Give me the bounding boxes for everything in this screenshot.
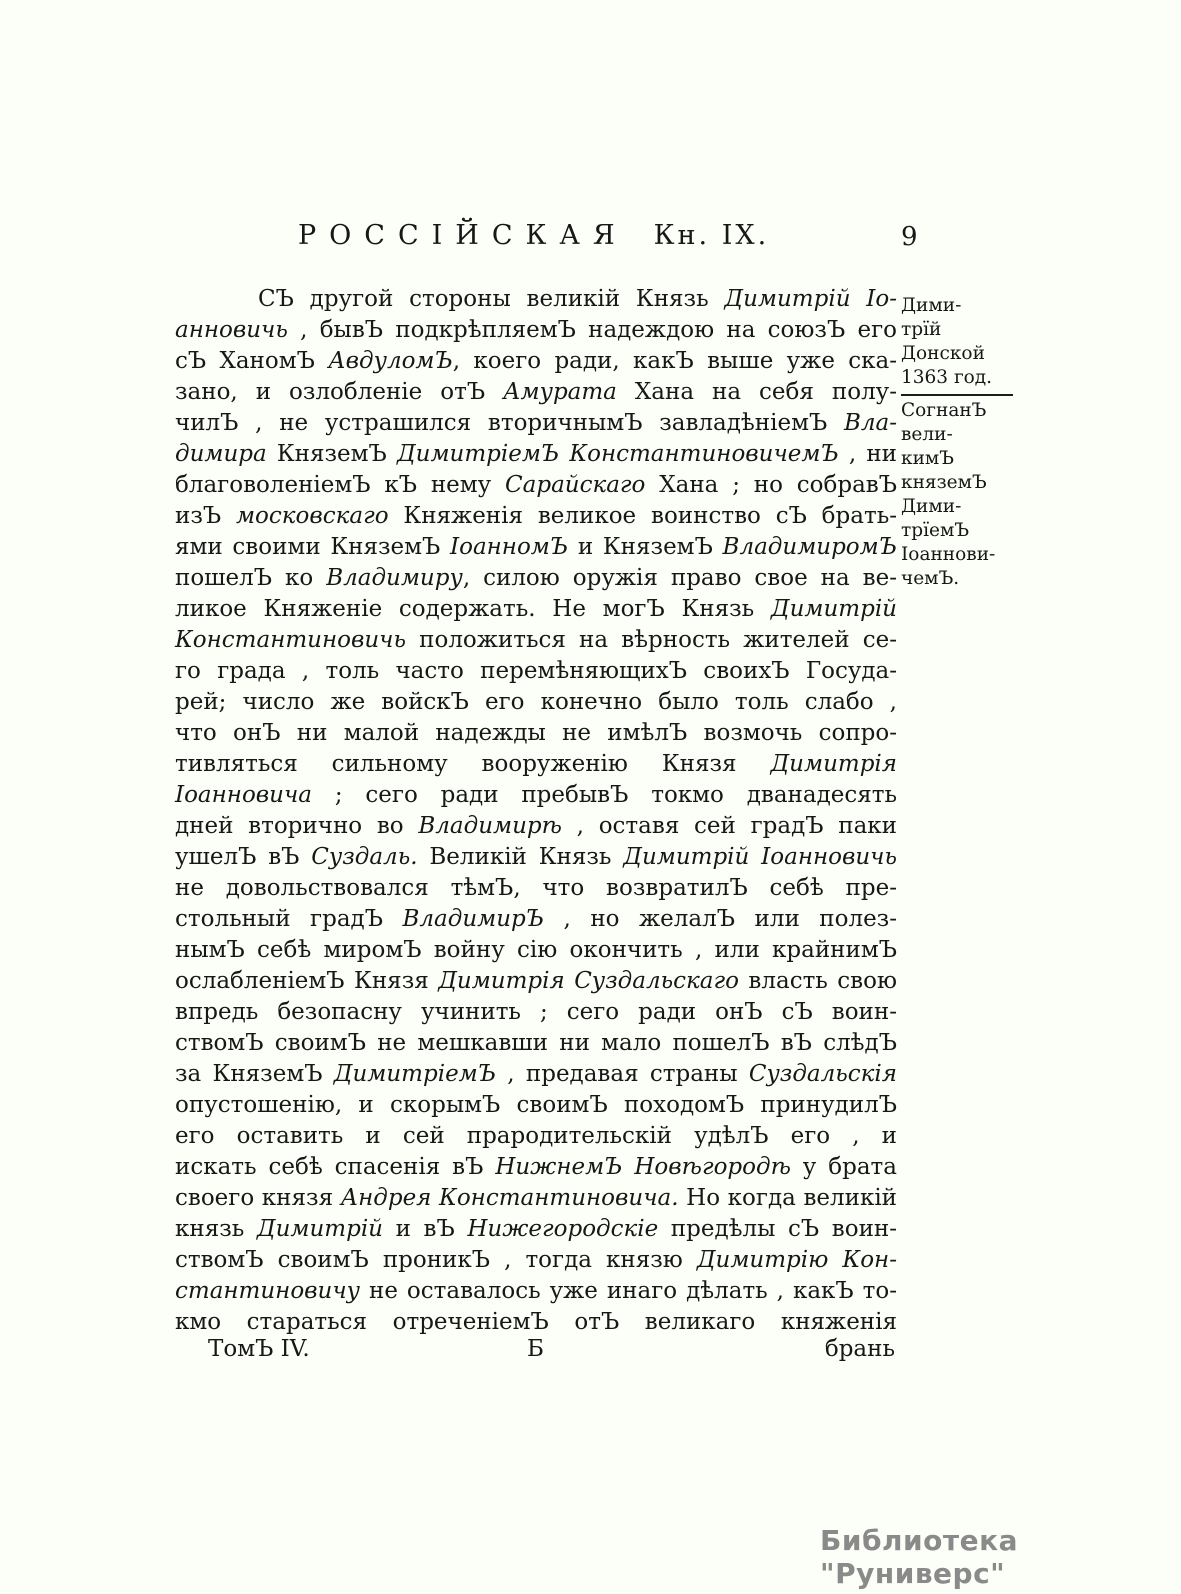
text-segment: СЪ другой стороны великій Князь (258, 286, 725, 312)
text-segment: КняземЪ (266, 441, 397, 467)
text-line (175, 1183, 897, 1214)
text-segment: сЪ ХаномЪ (175, 348, 329, 374)
proper-name-italic: Сарайскаго (505, 472, 646, 498)
text-segment: ликое Княженіе содержать. Не могЪ Князь (175, 596, 771, 622)
proper-name-italic: Димитрія (770, 751, 897, 777)
text-segment: Хана ; но собравЪ (645, 472, 897, 498)
text-line (175, 1214, 897, 1245)
text-segment: князь (175, 1216, 257, 1242)
proper-name-italic: анновичь (175, 317, 288, 343)
margin-note: Іоаннови- (901, 544, 996, 565)
text-line (175, 997, 897, 1028)
text-segment: и вЪ (383, 1216, 468, 1242)
text-segment: , предавая страны (496, 1061, 749, 1087)
margin-note: трїемЪ (901, 520, 970, 541)
margin-note: чемЪ. (901, 568, 960, 589)
margin-note: вели- (901, 424, 953, 445)
margin-note: 1363 год. (901, 367, 993, 388)
margin-note: княземЪ (901, 472, 987, 493)
text-segment: не довольствовался тѣмЪ, что возвратилЪ себѣ пре- (175, 875, 897, 901)
text-segment: Но когда великій (678, 1185, 897, 1211)
proper-name-italic: НижнемЪ Новѣгородѣ (495, 1154, 791, 1180)
text-line (175, 563, 897, 594)
text-segment: его оставить и сей прародительскій удѣлЪ его , и (175, 1123, 897, 1149)
text-segment: рей; число же войскЪ его конечно было толь слабо , (175, 689, 897, 715)
text-segment: что онЪ ни малой надежды не имѣлЪ возмочь сопро- (175, 720, 897, 746)
text-segment: опустошенію, и скорымЪ своимЪ походомЪ принудилЪ (175, 1092, 897, 1118)
text-line (175, 656, 897, 687)
text-line (175, 811, 897, 842)
text-line (175, 1028, 897, 1059)
text-line (175, 935, 897, 966)
text-segment: нымЪ себѣ миромЪ войну сію окончить , или крайнимЪ (175, 937, 897, 963)
text-segment: пошелЪ ко (175, 565, 327, 591)
text-line (175, 532, 897, 563)
text-line (175, 1152, 897, 1183)
proper-name-italic: Суздаль. (311, 844, 418, 870)
text-segment: Княженія великое воинство сЪ брать- (388, 503, 897, 529)
text-line (175, 439, 897, 470)
margin-notes (901, 294, 1025, 591)
text-line (175, 749, 897, 780)
page-footer (175, 1336, 897, 1368)
text-segment: впредь безопасну учинить ; сего ради онЪ сЪ воин- (175, 999, 897, 1025)
text-segment: ями своими КняземЪ (175, 534, 451, 560)
text-segment: ствомЪ своимЪ не мешкавши ни мало пошелЪ вЪ слѣдЪ (175, 1030, 897, 1056)
text-line (175, 284, 897, 315)
text-line (175, 904, 897, 935)
text-segment: дней вторично во (175, 813, 419, 839)
proper-name-italic: Димитрія Суздальскаго (438, 968, 739, 994)
text-segment: за КняземЪ (175, 1061, 334, 1087)
text-segment: искать себѣ спасенія вЪ (175, 1154, 496, 1180)
book-label: Кн. IX. (653, 220, 770, 251)
text-segment: го града , толь часто перемѣняющихЪ своихЪ Госуда- (175, 658, 897, 684)
text-segment: , ни (838, 441, 898, 467)
text-line (175, 594, 897, 625)
text-segment: Великій Князь (417, 844, 624, 870)
proper-name-italic: Нижегородскіе (467, 1216, 659, 1242)
text-segment: , коего ради, какЪ выше уже ска- (452, 348, 897, 374)
proper-name-italic: Суздальскія (748, 1061, 897, 1087)
text-segment: положиться на вѣрность жителей се- (406, 627, 897, 653)
text-line (175, 346, 897, 377)
proper-name-italic: стантиновичу (175, 1278, 361, 1304)
text-line (175, 315, 897, 346)
proper-name-italic: Амурата (503, 379, 617, 405)
margin-note: трїй (901, 319, 942, 340)
proper-name-italic: Владимиру (326, 565, 463, 591)
proper-name-italic: Вла- (843, 410, 897, 436)
page-number: 9 (901, 222, 918, 252)
proper-name-italic: Константиновичь (175, 627, 406, 653)
proper-name-italic: Димитрій Іоанновичь (623, 844, 897, 870)
catchword: брань (824, 1336, 895, 1362)
text-segment: , но желалЪ или полез- (544, 906, 897, 932)
text-segment: ушелЪ вЪ (175, 844, 312, 870)
page-header (298, 220, 769, 251)
signature-mark: Б (527, 1336, 544, 1362)
text-line (175, 966, 897, 997)
proper-name-italic: Димитрію Кон- (696, 1247, 897, 1273)
proper-name-italic: московскаго (235, 503, 389, 529)
text-line (175, 377, 897, 408)
margin-note: кимЪ (901, 448, 954, 469)
text-line (175, 408, 897, 439)
text-segment: ослабленіемЪ Князя (175, 968, 439, 994)
text-segment: , оставя сей градЪ паки (561, 813, 897, 839)
text-line (175, 1121, 897, 1152)
proper-name-italic: ДимитріемЪ (333, 1061, 497, 1087)
proper-name-italic: Владимирѣ (418, 813, 562, 839)
text-segment: у брата (790, 1154, 897, 1180)
proper-name-italic: ІоанномЪ (450, 534, 569, 560)
text-segment: кмо стараться отреченіемЪ отЪ великаго княженія (175, 1309, 897, 1335)
text-line (175, 780, 897, 811)
text-segment: стольный градЪ (175, 906, 403, 932)
text-segment: благоволеніемЪ кЪ нему (175, 472, 506, 498)
proper-name-italic: димира (175, 441, 267, 467)
text-segment: и КняземЪ (568, 534, 723, 560)
proper-name-italic: АвдуломЪ (328, 348, 453, 374)
proper-name-italic: Димитрій (256, 1216, 383, 1242)
margin-note: Дими- (901, 295, 962, 316)
text-segment: ; сего ради пребывЪ токмо дванадесять (312, 782, 897, 808)
proper-name-italic: Димитрій Іо- (724, 286, 897, 312)
text-segment: предѣлы сЪ воин- (658, 1216, 898, 1242)
margin-note: СогнанЪ (901, 400, 987, 421)
text-line (175, 1245, 897, 1276)
proper-name-italic: ДимитріемЪ КонстантиновичемЪ (396, 441, 839, 467)
margin-note: Донской (901, 343, 985, 364)
text-segment: зано, и озлобленіе отЪ (175, 379, 504, 405)
text-segment: Хана на себя полу- (616, 379, 897, 405)
text-line (175, 501, 897, 532)
text-line (175, 873, 897, 904)
text-segment: , силою оружія право свое на ве- (462, 565, 897, 591)
text-segment: не оставалось уже инаго дѣлать , какЪ то- (360, 1278, 897, 1304)
text-segment: ствомЪ своимЪ проникЪ , тогда князю (175, 1247, 697, 1273)
body-text (175, 284, 897, 1338)
proper-name-italic: Іоанновича (175, 782, 313, 808)
proper-name-italic: ВладимиромЪ (722, 534, 897, 560)
text-line (175, 687, 897, 718)
text-segment: тивляться сильному вооруженію Князя (175, 751, 771, 777)
text-line (175, 470, 897, 501)
text-segment: , бывЪ подкрѣпляемЪ надеждою на союзЪ его (287, 317, 897, 343)
series-title: РОССІЙСКАЯ (298, 220, 628, 251)
text-line (175, 1059, 897, 1090)
proper-name-italic: ВладимирЪ (402, 906, 545, 932)
text-line (175, 842, 897, 873)
text-line (175, 1090, 897, 1121)
volume-label: ТомЪ IV. (208, 1336, 310, 1362)
margin-divider (901, 394, 1013, 396)
text-segment: власть свою (738, 968, 897, 994)
text-segment: своего князя (175, 1185, 341, 1211)
margin-note: Дими- (901, 496, 962, 517)
text-line (175, 1307, 897, 1338)
library-watermark: Библиотека "Руниверс" (820, 1524, 1018, 1590)
text-line (175, 625, 897, 656)
proper-name-italic: Димитрій (770, 596, 897, 622)
text-segment: изЪ (175, 503, 236, 529)
text-line (175, 718, 897, 749)
text-line (175, 1276, 897, 1307)
proper-name-italic: Андрея Константиновича. (340, 1185, 679, 1211)
text-segment: чилЪ , не устрашился вторичнымЪ завладѣніемЪ (175, 410, 844, 436)
